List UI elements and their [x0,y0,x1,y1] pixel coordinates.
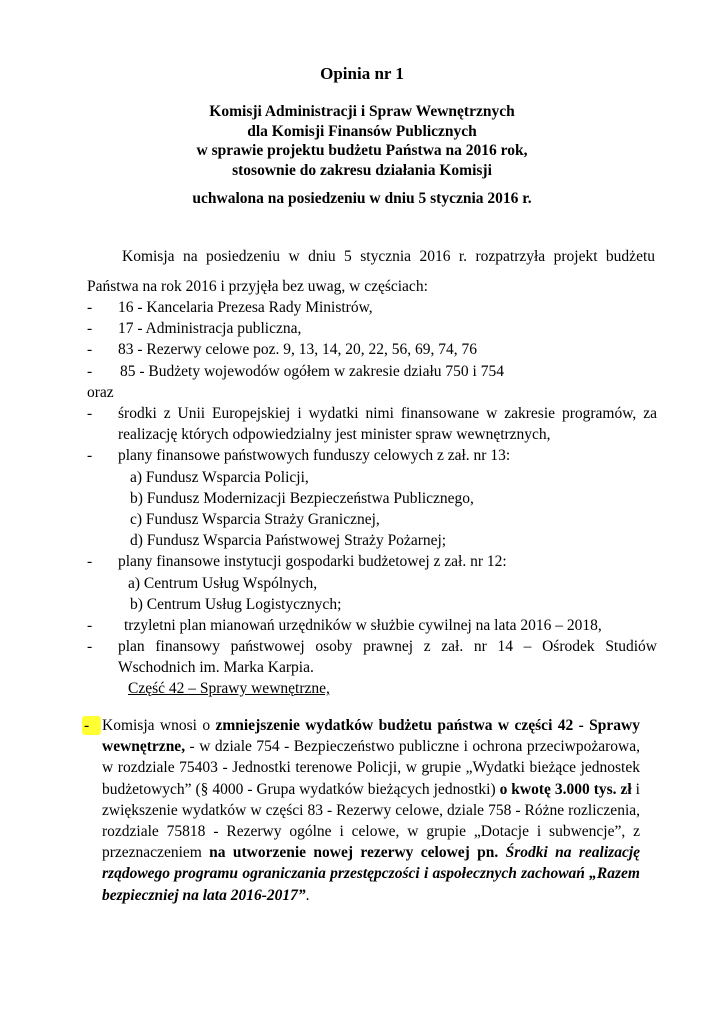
list-item-text: 85 - Budżety wojewodów ogółem w zakresie działu 750 i 754 [120,362,504,380]
section-heading: Część 42 – Sprawy wewnętrzne, [128,680,330,697]
intro-paragraph [87,242,655,302]
resolution-amount: o kwotę 3.000 tys. zł [499,780,632,798]
sub-list-item: c) Fundusz Wsparcia Straży Granicznej, [130,511,380,529]
list-dash: - [87,320,93,338]
resolution-text [102,715,640,906]
subtitle-line: dla Komisji Finansów Publicznych [247,122,477,140]
list-dash: - [87,447,93,465]
list-dash: - [84,717,90,734]
subtitle-line: stosownie do zakresu działania Komisji [232,161,492,179]
document-subtitle [0,102,724,180]
resolution-end: . [305,886,310,904]
sub-list-item: a) Centrum Usług Wspólnych, [128,574,318,592]
resolution-text-part: - w dziale 754 - Bezpieczeństwo publiczne i ochrona przeciwpożarowa, w rozdziale 75403 - Jednostki terenowe Policji, w grupie „Wydatki bieżące jednostek budżetowych” (§ 4000 - Grupa wydatków bieżących jednostki) [102,738,640,798]
list-dash: - [87,553,93,571]
list-item-text: plany finansowe państwowych funduszy celowych z zał. nr 13: [118,447,511,465]
list-dash: - [87,617,93,635]
list-dash: - [87,362,93,380]
list-item-text: realizację których odpowiedzialny jest minister spraw wewnętrznych, [118,426,551,444]
list-item [87,551,657,572]
sub-list-item: a) Fundusz Wsparcia Policji, [130,468,309,486]
list-item-text: plany finansowe instytucji gospodarki budżetowej z zał. nr 12: [118,553,507,571]
list-item [87,339,657,360]
list-item-text: Wschodnich im. Marka Karpia. [118,659,314,677]
list-item [87,297,657,318]
list-item [87,615,657,636]
resolution-bold-part: na utworzenie nowej rezerwy celowej pn. [209,844,506,862]
intro-line: Państwa na rok 2016 i przyjęła bez uwag, w częściach: [87,278,428,295]
list-item [87,445,657,466]
program-name: Środki na realizację rządowego programu ograniczania przestępczości i aspołecznych zachowań „Razem bezpieczniej na lata 2016-2017” [102,844,641,904]
intro-line: Komisja na posiedzeniu w dniu 5 stycznia 2016 r. rozpatrzyła projekt budżetu [122,248,655,265]
sub-list-item: b) Fundusz Modernizacji Bezpieczeństwa Publicznego, [130,489,474,507]
sub-list-item: b) Centrum Usług Logistycznych; [130,595,342,613]
resolution-text-part: i zwiększenie wydatków w części 83 - Rezerwy celowe, dziale 758 - Różne rozliczenia, rozdziale 75818 - Rezerwy ogólne i celowe, w grupie „Dotacje i subwencje”, z przeznaczeniem [102,780,640,862]
list-item-text: 83 - Rezerwy celowe poz. 9, 13, 14, 20, 22, 56, 69, 74, 76 [118,341,478,359]
list-item [87,318,657,339]
resolution-paragraph [84,715,640,906]
list-dash: - [87,299,93,316]
list-item-text: trzyletni plan mianowań urzędników w służbie cywilnej na lata 2016 – 2018, [124,617,602,635]
list-item-text: 17 - Administracja publiczna, [118,320,302,338]
subtitle-line: Komisji Administracji i Spraw Wewnętrznych [209,103,515,120]
list-dash: - [87,405,93,423]
resolution-text-part: Komisja wnosi o [102,717,216,734]
sub-list-item: d) Fundusz Wsparcia Państwowej Straży Pożarnej; [130,532,447,550]
list-dash: - [87,341,93,359]
list-item-text: 16 - Kancelaria Prezesa Rady Ministrów, [118,299,373,316]
list-item-text: plan finansowy państwowej osoby prawnej z zał. nr 14 – Ośrodek Studiów [118,638,657,656]
resolution-bold-part: zmniejszenie wydatków budżetu państwa w części 42 - Sprawy wewnętrzne, [102,717,641,756]
list-item [87,636,657,678]
list-item [87,361,657,382]
list-dash: - [87,638,93,656]
budget-parts-list [87,297,657,679]
list-item-text: środki z Unii Europejskiej i wydatki nimi finansowane w zakresie programów, za [118,405,657,423]
oraz-label: oraz [87,383,114,401]
subtitle-line: w sprawie projektu budżetu Państwa na 2016 rok, [196,142,528,159]
document-title: Opinia nr 1 [320,64,404,83]
list-item [87,403,657,445]
adoption-date: uchwalona na posiedzeniu w dniu 5 stycznia 2016 r. [192,190,532,207]
